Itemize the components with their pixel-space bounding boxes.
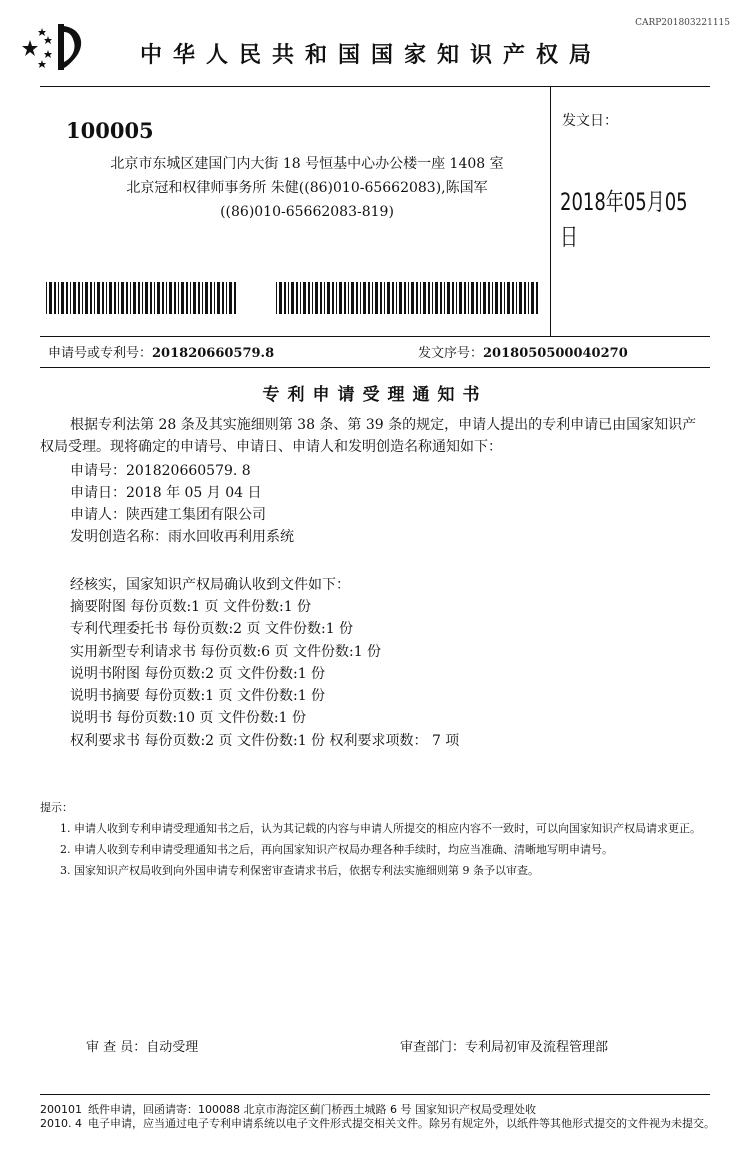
address-line: 北京冠和权律师事务所 朱健((86)010-65662083),陈国军 [126,180,488,196]
barcode-bar [492,282,493,314]
barcode-bar [524,282,526,314]
barcode-bar [396,282,397,314]
barcode-bar [468,282,469,314]
barcode-bar [126,282,128,314]
barcode-bar [483,282,486,314]
barcode-bar [495,282,498,314]
barcode-bar [336,282,337,314]
barcode-bar [296,282,298,314]
barcode-bar [121,282,124,314]
vertical-divider [550,86,551,336]
barcode-bar [85,282,88,314]
barcode-bar [516,282,517,314]
document-line: 专利代理委托书 每份页数:2 页 文件份数:1 份 [70,621,354,638]
reviewer: 审 查 员：自动受理 [86,1040,199,1055]
barcode-bar [174,282,176,314]
barcode-right [276,282,538,314]
barcode-bar [519,282,522,314]
barcode-bar [480,282,481,314]
barcode-bar [157,282,160,314]
barcode-bar [284,282,286,314]
barcode-bar [90,282,92,314]
issue-date-label: 发文日： [562,113,618,129]
barcode-bar [360,282,361,314]
footer-code: 2010. 4 [40,1117,82,1130]
received-documents [70,596,459,752]
barcode-bar [447,282,450,314]
barcode-bar [145,282,148,314]
barcode-bar [327,282,330,314]
barcode-bar [214,282,215,314]
barcode-bar [70,282,71,314]
barcode-bar [488,282,490,314]
barcode-bar [276,282,277,314]
barcode-bar [154,282,155,314]
header-divider [40,86,710,87]
application-number-value: 201820660579.8 [152,346,275,361]
barcode-bar [166,282,167,314]
barcode-bar [130,282,131,314]
barcode-bar [392,282,394,314]
address-line: ((86)010-65662083-819) [220,204,394,220]
tips-label: 提示： [40,801,73,814]
barcode-bar [452,282,454,314]
barcode-bar [476,282,478,314]
info-line: 申请号：201820660579. 8 [70,463,251,479]
barcode-bar [408,282,409,314]
info-line: 发明创造名称：雨水回收再利用系统 [70,529,294,545]
barcode-bar [142,282,143,314]
document-line: 权利要求书 每份页数:2 页 文件份数:1 份 权利要求项数： 7 项 [70,732,460,749]
barcode-bar [375,282,378,314]
tip-item: 3. 国家知识产权局收到向外国申请专利保密审查请求书后，依据专利法实施细则第 9 条予以审查。 [60,864,539,877]
refs-top-divider [40,336,710,337]
footer-divider [40,1094,710,1095]
document-line: 摘要附图 每份页数:1 页 文件份数:1 份 [70,599,312,615]
barcode-bar [133,282,136,314]
footer-text: 电子申请，应当通过电子专利申请系统以电子文件形式提交相关文件。除另有规定外，以纸件等其他形式提交的文件视为未提交。 [88,1117,715,1130]
barcode-bar [46,282,47,314]
barcode-bar [420,282,421,314]
document-line: 说明书摘要 每份页数:1 页 文件份数:1 份 [70,688,326,705]
barcode-bar [339,282,342,314]
barcode-bar [138,282,140,314]
barcode-bar [464,282,466,314]
barcode-bar [459,282,462,314]
barcode-bar [106,282,107,314]
tip-item: 2. 申请人收到专利申请受理通知书之后，再向国家知识产权局办理各种手续时，均应当准确、清晰地写明申请号。 [60,843,613,856]
footer-row [40,1103,740,1117]
barcode-bar [186,282,188,314]
barcode-bar [399,282,402,314]
document-serial-value: 2018050500040270 [483,346,628,361]
barcode-bar [217,282,220,314]
footer [40,1103,740,1131]
review-department: 审查部门：专利局初审及流程管理部 [400,1040,609,1055]
barcode-bar [222,282,224,314]
barcode-bar [411,282,414,314]
application-info [70,460,294,548]
info-line: 申请人：陕西建工集团有限公司 [70,507,266,523]
document-line: 实用新型专利请求书 每份页数:6 页 文件份数:1 份 [70,643,382,660]
barcode-bar [73,282,76,314]
barcode-bar [356,282,358,314]
barcode-bar [531,282,534,314]
barcode-bar [102,282,104,314]
application-number [48,342,274,361]
address-line: 北京市东城区建国门内大街 18 号恒基中心办公楼一座 1408 室 [110,156,504,172]
barcode-bar [504,282,505,314]
barcode-left [46,282,238,314]
document-serial [418,342,628,361]
barcode-bar [471,282,474,314]
barcode-bar [348,282,349,314]
notice-title: 专利申请受理通知书 [262,385,488,405]
footer-row [40,1117,740,1131]
barcode-bar [308,282,310,314]
footer-code: 200101 [40,1103,82,1116]
barcode-bar [234,282,236,314]
barcode-bar [97,282,100,314]
barcode-bar [61,282,64,314]
footer-text: 纸件申请，回函请寄：100088 北京市海淀区蓟门桥西土城路 6 号 国家知识产权局受理处收 [88,1103,536,1116]
barcode-bar [440,282,442,314]
barcode-bar [162,282,164,314]
barcode-bar [78,282,80,314]
barcode-bar [190,282,191,314]
barcode-bar [205,282,208,314]
barcode-bar [169,282,172,314]
info-line: 申请日：2018 年 05 月 04 日 [70,485,262,501]
barcode-bar [291,282,294,314]
barcode-bar [49,282,52,314]
barcode-bar [351,282,354,314]
barcode-bar [384,282,385,314]
barcode-bar [536,282,538,314]
barcode-bar [226,282,227,314]
barcode-bar [528,282,529,314]
tips-section [40,797,720,881]
cnipa-logo [18,20,88,74]
barcode-bar [178,282,179,314]
barcode-bar [315,282,318,314]
barcode-bar [193,282,196,314]
barcode-bar [58,282,59,314]
barcode-bar [416,282,418,314]
recipient-postcode: 100005 [66,118,154,143]
tip-item: 1. 申请人收到专利申请受理通知书之后，认为其记载的内容与申请人所提交的相应内容不一致时，可以向国家知识产权局请求更正。 [60,822,701,835]
barcode-bar [312,282,313,314]
barcode-bar [332,282,334,314]
barcode-bar [368,282,370,314]
barcode-bar [507,282,510,314]
barcode-bar [229,282,232,314]
barcode-bar [150,282,152,314]
document-line: 说明书 每份页数:10 页 文件份数:1 份 [70,710,306,727]
barcode-bar [279,282,282,314]
application-number-label: 申请号或专利号： [48,346,153,361]
barcode-bar [344,282,346,314]
docs-intro: 经核实，国家知识产权局确认收到文件如下： [70,577,350,593]
barcode-bar [320,282,322,314]
barcode-bar [198,282,200,314]
barcode-bar [210,282,212,314]
recipient-address [72,152,542,224]
barcode-bar [109,282,112,314]
refs-bottom-divider [40,367,710,368]
barcode-bar [512,282,514,314]
barcode-bar [54,282,56,314]
barcode-bar [202,282,203,314]
barcode-bar [500,282,502,314]
barcode-bar [432,282,433,314]
barcode-bar [303,282,306,314]
barcode-bar [444,282,445,314]
barcode-bar [66,282,68,314]
document-id: CARP201803221115 [635,18,730,28]
barcode-bar [94,282,95,314]
barcode-bar [428,282,430,314]
barcode-bar [181,282,184,314]
document-line: 说明书附图 每份页数:2 页 文件份数:1 份 [70,665,326,682]
barcode-bar [114,282,116,314]
barcode-bar [435,282,438,314]
barcode-bar [300,282,301,314]
barcode-bar [118,282,119,314]
barcode-bar [380,282,382,314]
barcode-bar [423,282,426,314]
barcode-bar [82,282,83,314]
document-serial-label: 发文序号： [418,346,484,361]
barcode-bar [288,282,289,314]
barcode-bar [363,282,366,314]
barcode-bar [404,282,406,314]
barcode-bar [387,282,390,314]
issue-date: 2018年05月05日 [560,188,688,251]
barcode-bar [324,282,325,314]
barcode-bar [372,282,373,314]
barcode-bar [456,282,457,314]
office-title: 中华人民共和国国家知识产权局 [140,43,603,68]
notice-intro: 根据专利法第 28 条及其实施细则第 38 条、第 39 条的规定，申请人提出的专利申请已由国家知识产权局受理。现将确定的申请号、申请日、申请人和发明创造名称通知如下： [40,417,697,455]
